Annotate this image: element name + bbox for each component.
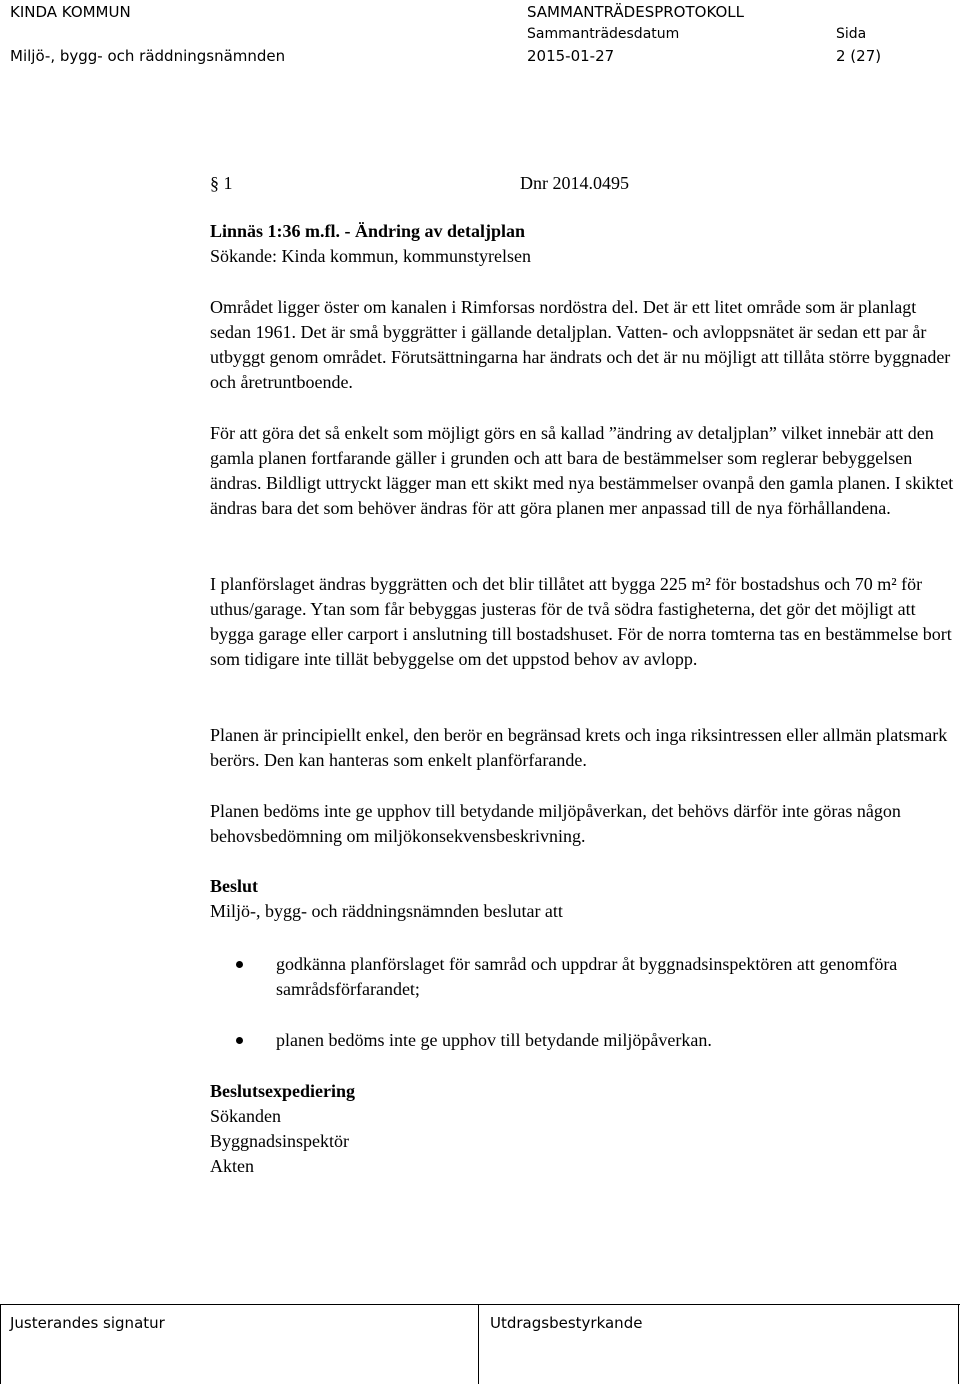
footer-divider [958,1304,959,1384]
meeting-date-label: Sammanträdesdatum [527,26,680,42]
paragraph-3: I planförslaget ändras byggrätten och det blir tillåtet att bygga 225 m² för bostadshus och 70 m² för uthus/garage. Ytan som får bebyggas justeras för de två södra fastigheterna, det gör det möjligt att bygga garage eller carport i anslutning till bostadshuset. För de norra tomterna tas en bestämmelse bort som tidigare inte tillät bebyggelse om det uppstod behov av avlopp. [210,574,952,669]
meeting-date: 2015-01-27 [527,47,615,65]
org-name: KINDA KOMMUN [10,3,131,21]
item-title: Linnäs 1:36 m.fl. - Ändring av detaljplan [210,221,526,241]
footer-rule [0,1304,960,1305]
decision-bullet-2: planen bedöms inte ge upphov till betydande miljöpåverkan. [276,1030,712,1050]
signature-label: Justerandes signatur [10,1314,165,1332]
paragraph-5: Planen bedöms inte ge upphov till betydande miljöpåverkan, det behövs därför inte göras någon behovsbedömning om miljökonsekvensbeskrivning. [210,801,901,846]
dispatch-recipient: Akten [210,1156,254,1176]
decision-heading: Beslut [210,876,259,896]
dnr: Dnr 2014.0495 [520,173,629,193]
section-mark: § 1 [210,173,233,193]
decision-intro: Miljö-, bygg- och räddningsnämnden beslutar att [210,901,563,921]
page-label: Sida [836,26,867,42]
bullet-icon [236,961,243,968]
applicant: Sökande: Kinda kommun, kommunstyrelsen [210,246,531,266]
dispatch-block [210,1079,955,1179]
decision-bullet-1: godkänna planförslaget för samråd och uppdrar åt byggnadsinspektören att genomföra samrådsförfarandet; [276,954,898,999]
paragraph-1: Området ligger öster om kanalen i Rimforsas nordöstra del. Det är ett litet område som är planlagt sedan 1961. Det är små byggrätter i gällande detaljplan. Vatten- och avloppsnätet är sedan ett par år utbyggt genom området. Förutsättningarna har ändrats och det är nu möjligt att tillåta större byggnader och åretruntboende. [210,297,951,392]
footer-divider [0,1304,1,1384]
paragraph-2: För att göra det så enkelt som möjligt görs en så kallad ”ändring av detaljplan” vilket innebär att den gamla planen fortfarande gäller i grunden och att bara de bestämmelser som reglerar bebyggelsen ändras. Bildligt uttryckt lägger man ett skikt med nya bestämmelser ovanpå den gamla planen. I skiktet ändras bara det som behöver ändras för att göra planen mer anpassad till de nya förhållandena. [210,423,954,518]
bullet-icon [236,1037,243,1044]
dispatch-recipient: Sökanden [210,1106,281,1126]
footer-divider [478,1304,479,1384]
extract-label: Utdragsbestyrkande [490,1314,643,1332]
dispatch-recipient: Byggnadsinspektör [210,1131,349,1151]
paragraph-4: Planen är principiellt enkel, den berör en begränsad krets och inga riksintressen eller allmän platsmark berörs. Den kan hanteras som enkelt planförfarande. [210,725,948,770]
document-type: SAMMANTRÄDESPROTOKOLL [527,3,744,21]
decision-block [210,874,955,924]
committee-name: Miljö-, bygg- och räddningsnämnden [10,47,286,65]
dispatch-heading: Beslutsexpediering [210,1081,356,1101]
item-heading [210,219,955,269]
page-number: 2 (27) [836,47,882,65]
